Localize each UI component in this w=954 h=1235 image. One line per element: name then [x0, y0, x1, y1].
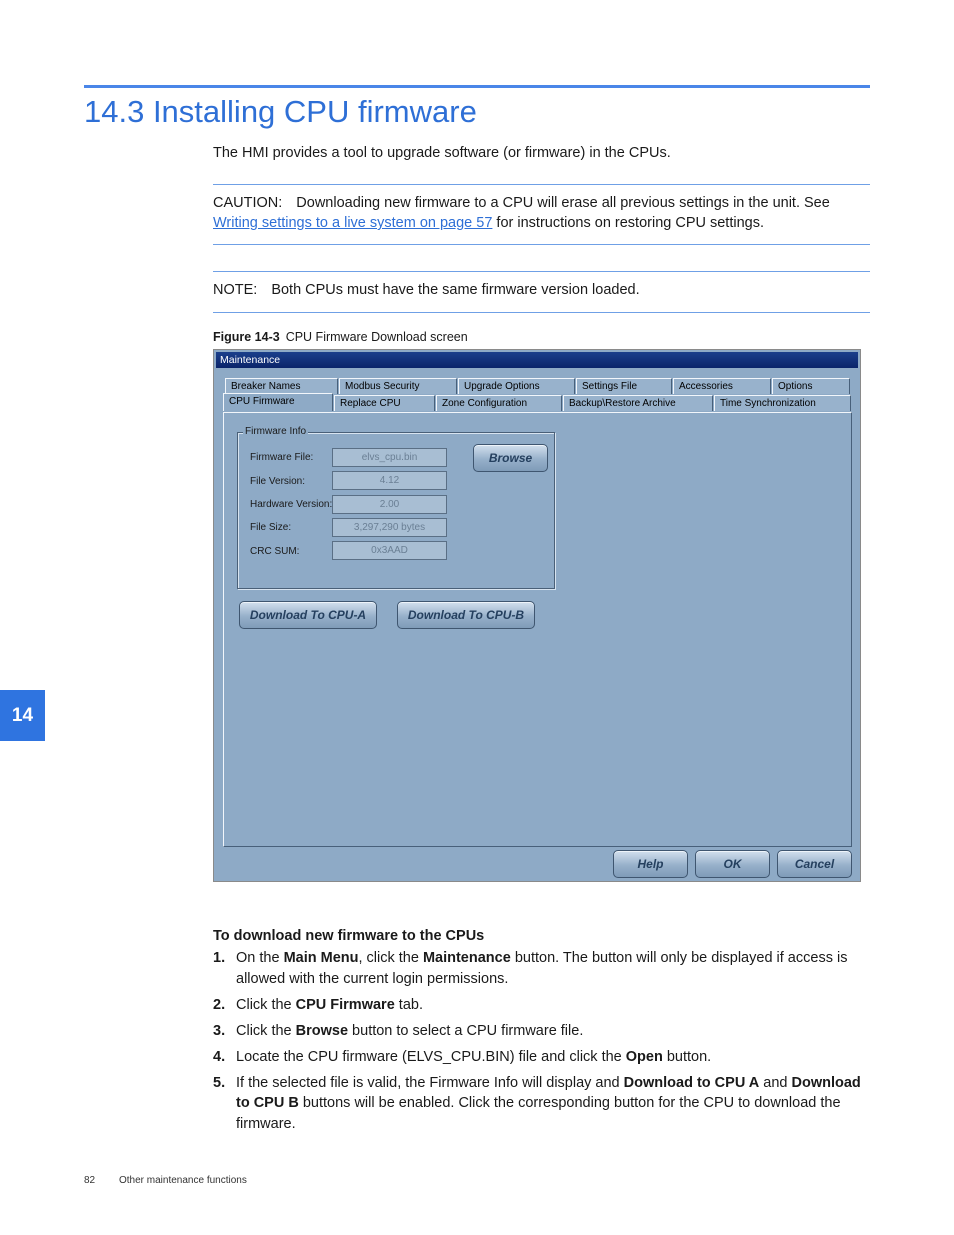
figure-caption-text: CPU Firmware Download screen	[285, 330, 468, 344]
hardware-version-field: 2.00	[332, 495, 447, 514]
tab-zone-configuration[interactable]: Zone Configuration	[436, 395, 562, 411]
file-version-field: 4.12	[332, 471, 447, 490]
step-emphasis: CPU Firmware	[295, 996, 395, 1013]
step-emphasis: Browse	[295, 1022, 349, 1039]
tab-backup-restore-archive[interactable]: Backup\Restore Archive	[563, 395, 713, 411]
intro-text: The HMI provides a tool to upgrade software (or firmware) in the CPUs.	[213, 145, 671, 161]
step-text: , click the	[358, 950, 423, 966]
step-number: 4.	[213, 1048, 226, 1065]
tab-upgrade-options[interactable]: Upgrade Options	[458, 378, 575, 394]
help-button[interactable]: Help	[613, 850, 688, 878]
firmware-info-label: Firmware Info	[245, 426, 307, 437]
procedure-step	[213, 948, 873, 989]
step-number: 5.	[213, 1074, 226, 1091]
crc-sum-field: 0x3AAD	[332, 541, 447, 560]
step-text: and	[759, 1074, 792, 1091]
window-title-bar: Maintenance	[216, 352, 858, 368]
step-emphasis: Download to CPU A	[623, 1074, 760, 1091]
step-emphasis: Main Menu	[283, 950, 359, 966]
procedure-step	[213, 995, 873, 1016]
file-size-label: File Size:	[250, 522, 292, 533]
step-text: buttons will be enabled. Click the corresponding button for the CPU to download the firmware.	[236, 1095, 841, 1132]
step-text: tab.	[394, 996, 423, 1013]
step-text: Click the	[236, 996, 296, 1013]
step-emphasis: Maintenance	[422, 950, 511, 966]
step-text: Locate the CPU firmware (ELVS_CPU.BIN) file and click the	[236, 1048, 626, 1065]
tab-accessories[interactable]: Accessories	[673, 378, 771, 394]
step-number: 3.	[213, 1022, 226, 1039]
figure-label: Figure 14-3	[213, 330, 280, 344]
procedure-title: To download new firmware to the CPUs	[213, 928, 485, 944]
firmware-file-field: elvs_cpu.bin	[332, 448, 447, 467]
step-text: On the	[236, 950, 284, 966]
step-text: button to select a CPU firmware file.	[348, 1022, 584, 1039]
caution-text-after: for instructions on restoring CPU settings.	[492, 215, 764, 231]
crc-sum-label: CRC SUM:	[250, 546, 300, 557]
step-text: Click the	[236, 1022, 296, 1039]
procedure-step	[213, 1073, 873, 1135]
step-number: 2.	[213, 996, 226, 1013]
tab-cpu-firmware[interactable]: CPU Firmware	[223, 393, 333, 411]
step-text: button. The button will only be displayed if access is allowed with the current login permissions.	[236, 950, 848, 987]
hardware-version-label: Hardware Version:	[250, 499, 333, 510]
ok-button[interactable]: OK	[695, 850, 770, 878]
chapter-tab: 14	[0, 690, 45, 741]
step-emphasis: Open	[625, 1048, 663, 1065]
tab-replace-cpu[interactable]: Replace CPU	[334, 395, 435, 411]
caution-top-rule	[213, 184, 870, 185]
header-rule	[84, 85, 870, 88]
procedure-step	[213, 1047, 873, 1068]
caution-box	[213, 193, 873, 233]
download-cpu-a-button[interactable]: Download To CPU-A	[239, 601, 377, 629]
step-text: button.	[662, 1048, 712, 1065]
file-version-label: File Version:	[250, 476, 306, 487]
caution-tag: CAUTION:	[213, 195, 283, 211]
section-title: 14.3 Installing CPU firmware	[84, 94, 477, 129]
note-tag: NOTE:	[213, 282, 258, 298]
tab-settings-file[interactable]: Settings File	[576, 378, 672, 394]
caution-text-before: Downloading new firmware to a CPU will erase all previous settings in the unit. See	[296, 195, 830, 211]
step-text: If the selected file is valid, the Firmware Info will display and	[236, 1074, 624, 1091]
note-box	[213, 282, 640, 298]
step-emphasis: Download to CPU B	[236, 1074, 861, 1111]
note-top-rule	[213, 271, 870, 272]
footer-section: Other maintenance functions	[119, 1175, 247, 1186]
procedure-steps	[213, 948, 873, 1140]
tab-options[interactable]: Options	[772, 378, 850, 394]
step-number: 1.	[213, 950, 226, 966]
caution-link[interactable]: Writing settings to a live system on page 57	[213, 215, 493, 231]
firmware-file-label: Firmware File:	[250, 452, 314, 463]
footer-page-number: 82	[84, 1175, 96, 1186]
cancel-button[interactable]: Cancel	[777, 850, 852, 878]
note-text: Both CPUs must have the same firmware version loaded.	[271, 282, 640, 298]
download-cpu-b-button[interactable]: Download To CPU-B	[397, 601, 535, 629]
file-size-field: 3,297,290 bytes	[332, 518, 447, 537]
caution-bottom-rule	[213, 244, 870, 245]
figure-caption	[213, 330, 468, 344]
tab-time-synchronization[interactable]: Time Synchronization	[714, 395, 851, 411]
maintenance-window	[213, 349, 861, 882]
note-bottom-rule	[213, 312, 870, 313]
tab-modbus-security[interactable]: Modbus Security	[339, 378, 457, 394]
procedure-step	[213, 1021, 873, 1042]
tab-breaker-names[interactable]: Breaker Names	[225, 378, 338, 394]
browse-button[interactable]: Browse	[473, 444, 548, 472]
